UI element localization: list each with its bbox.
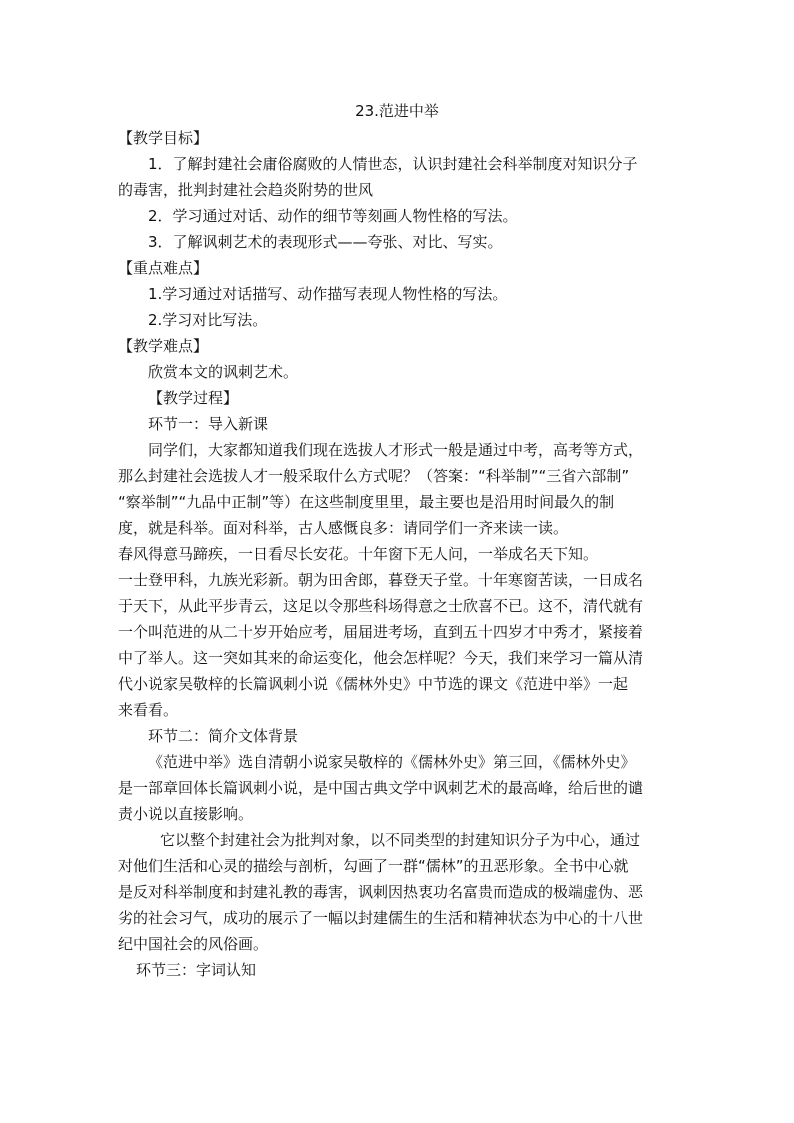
paragraph-line: 2．学习通过对话、动作的细节等刻画人物性格的写法。	[148, 207, 518, 225]
paragraph-line: 3．了解讽刺艺术的表现形式——夸张、对比、写实。	[148, 233, 503, 251]
paragraph-line: 它以整个封建社会为批判对象，以不同类型的封建知识分子为中心，通过	[160, 831, 641, 849]
paragraph-line: 代小说家吴敬梓的长篇讽刺小说《儒林外史》中节选的课文《范进中举》一起	[118, 675, 629, 693]
paragraph-line: 来看看。	[118, 701, 179, 719]
paragraph-line: 同学们，大家都知道我们现在选拔人才形式一般是通过中考，高考等方式，	[148, 441, 644, 459]
subsection-heading: 环节二：简介文体背景	[148, 727, 299, 745]
paragraph-line: 是一部章回体长篇讽刺小说，是中国古典文学中讽刺艺术的最高峰，给后世的谴	[118, 779, 644, 797]
section-heading-teaching-goals: 【教学目标】	[118, 129, 209, 147]
paragraph-line: 是反对科举制度和封建礼教的毒害，讽刺因热衷功名富贵而造成的极端虚伪、恶	[118, 883, 644, 901]
paragraph-line: 那么封建社会选拔人才一般采取什么方式呢？（答案：“科举制”“三省六部制”	[118, 467, 630, 485]
paragraph-line: 《范进中举》选自清朝小说家吴敬梓的《儒林外史》第三回，《儒林外史》	[148, 753, 636, 771]
paragraph-line: 纪中国社会的风俗画。	[118, 935, 269, 953]
paragraph-line: 于天下，从此平步青云，这足以令那些科场得意之士欣喜不已。这不，清代就有	[118, 597, 644, 615]
section-heading-key-points: 【重点难点】	[118, 259, 209, 277]
paragraph-line: 度，就是科举。面对科举，古人感慨良多：请同学们一齐来读一读。	[118, 519, 569, 537]
paragraph-line: 1.学习通过对话描写、动作描写表现人物性格的写法。	[148, 285, 508, 303]
section-heading-teaching-process: 【教学过程】	[148, 389, 239, 407]
paragraph-line: 责小说以直接影响。	[118, 805, 254, 823]
paragraph-line: 劣的社会习气，成功的展示了一幅以封建儒生的生活和精神状态为中心的十八世	[118, 909, 644, 927]
paragraph-line: 中了举人。这一突如其来的命运变化，他会怎样呢？今天，我们来学习一篇从清	[118, 649, 644, 667]
paragraph-line: 1．了解封建社会庸俗腐败的人情世态，认识封建社会科举制度对知识分子	[148, 155, 638, 173]
document-title: 23.范进中举	[355, 102, 439, 120]
subsection-heading: 环节三：字词认知	[136, 961, 257, 979]
paragraph-line: “察举制”“九品中正制”等）在这些制度里里，最主要也是沿用时间最久的制	[118, 493, 615, 511]
poem-line: 春风得意马蹄疾，一日看尽长安花。十年窗下无人问，一举成名天下知。	[118, 545, 599, 563]
paragraph-line: 一个叫范进的从二十岁开始应考，届届进考场，直到五十四岁才中秀才，紧接着	[118, 623, 644, 641]
paragraph-line: 的毒害，批判封建社会趋炎附势的世风	[118, 181, 374, 199]
subsection-heading: 环节一：导入新课	[148, 415, 269, 433]
section-heading-teaching-difficulty: 【教学难点】	[118, 337, 209, 355]
paragraph-line: 对他们生活和心灵的描绘与剖析，勾画了一群“儒林”的丑恶形象。全书中心就	[118, 857, 629, 875]
paragraph-line: 2.学习对比写法。	[148, 311, 268, 329]
paragraph-line: 一士登甲科，九族光彩新。朝为田舍郎，暮登天子堂。十年寒窗苦读，一日成名	[118, 571, 644, 589]
paragraph-line: 欣赏本文的讽刺艺术。	[148, 363, 299, 381]
